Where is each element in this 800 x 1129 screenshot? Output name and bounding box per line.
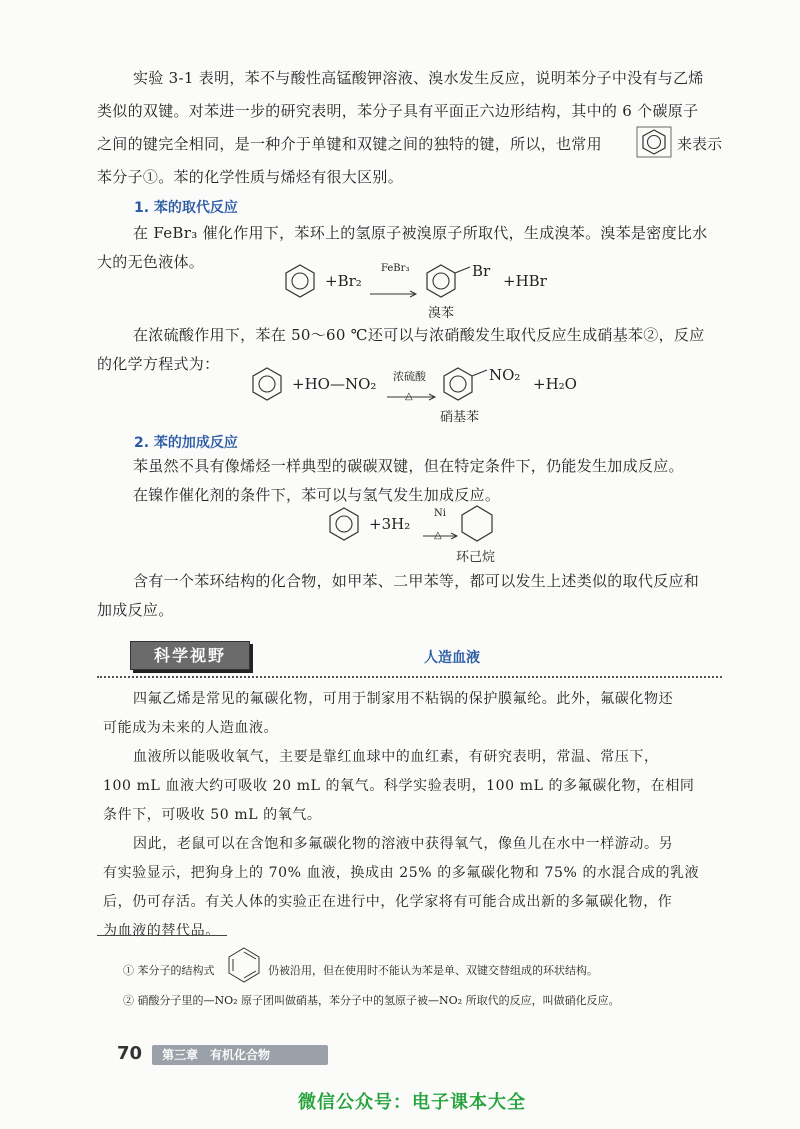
section2-line4: 加成反应。 [97,601,174,619]
science-para3-line4: 为血液的替代品。 [103,923,220,939]
section1-p1-line2: 大的无色液体。 [97,253,205,271]
science-para1-line2: 可能成为未来的人造血液。 [103,720,279,736]
chapter-label: 第三章 有机化合物 [152,1045,328,1065]
eq2-condition: △ [405,391,413,402]
wechat-watermark: 微信公众号：电子课本大全 [298,1092,526,1113]
section2-line1: 苯虽然不具有像烯烃一样典型的碳碳双键，但在特定条件下，仍能发生加成反应。 [133,457,684,475]
eq3-catalyst: Ni [434,508,446,519]
eq2-plus-hono2: +HO—NO₂ [292,375,377,393]
section2-line2: 在镍作催化剂的条件下，苯可以与氢气发生加成反应。 [133,486,501,504]
eq3-condition: △ [434,530,442,541]
section2-heading: 2. 苯的加成反应 [134,435,238,451]
science-para3-line1: 因此，老鼠可以在含饱和多氟碳化物的溶液中获得氧气，像鱼儿在水中一样游动。另 [133,836,674,852]
science-para3-line3: 后，仍可存活。有关人体的实验正在进行中，化学家将有可能合成出新的多氟碳化物，作 [103,894,673,910]
footnote-divider [97,935,227,936]
cyclohexane-icon [460,504,494,546]
eq2-no2: NO₂ [489,366,521,384]
science-para2-line2: 100 mL 血液大约可吸收 20 mL 的氧气。科学实验表明，100 mL 的多氟碳化物，在相同 [103,778,695,794]
benzene-reactant-icon [283,263,317,303]
kekule-benzene-icon [226,946,262,988]
page-number: 70 [117,1043,143,1064]
benzene-reactant-icon [327,506,361,546]
science-para2-line3: 条件下，可吸收 50 mL 的氧气。 [103,807,322,823]
science-para1-line1: 四氟乙烯是常见的氟碳化物，可用于制家用不粘锅的保护膜氟纶。此外，氟碳化物还 [133,691,674,707]
eq3-plus-3h2: +3H₂ [369,515,411,533]
eq2-plus-h2o: +H₂O [533,375,577,393]
section1-p2-line2: 的化学方程式为： [97,355,220,373]
intro-line-1: 实验 3-1 表明，苯不与酸性高锰酸钾溶液、溴水发生反应，说明苯分子中没有与乙烯 [133,69,704,87]
science-para2-line1: 血液所以能吸收氧气，主要是靠红血球中的血红素，有研究表明，常温、常压下， [133,749,659,765]
intro-line-4: 苯分子①。苯的化学性质与烯烃有很大区别。 [97,168,404,186]
eq1-product-name: 溴苯 [428,306,455,321]
science-para3-line2: 有实验显示，把狗身上的 70% 血液，换成由 25% 的多氟碳化物和 75% 的水混合成的乳液 [103,865,700,881]
intro-line-3: 之间的键完全相同，是一种介于单键和双键之间的独特的键，所以，也常用 [97,135,602,153]
benzene-reactant-icon [250,366,284,406]
footnote-1-start: ① 苯分子的结构式 [123,964,215,977]
section1-p2-line1: 在浓硫酸作用下，苯在 50～60 ℃还可以与浓硝酸发生取代反应生成硝基苯②，反应 [133,326,705,344]
intro-line-3-end: 来表示 [677,135,723,153]
science-box-tag: 科学视野 [130,641,250,670]
section1-p1-line1: 在 FeBr₃ 催化作用下，苯环上的氢原子被溴原子所取代，生成溴苯。溴苯是密度比水 [133,224,708,242]
footnote-1-end: 仍被沿用，但在使用时不能认为苯是单、双键交替组成的环状结构。 [268,964,598,977]
section1-heading: 1. 苯的取代反应 [134,200,238,216]
science-box-title: 人造血液 [424,650,480,666]
footnote-2: ② 硝酸分子里的—NO₂ 原子团叫做硝基，苯分子中的氢原子被—NO₂ 所取代的反应，叫做硝化反应。 [123,994,620,1007]
eq3-product-name: 环己烷 [456,550,496,565]
section2-line3: 含有一个苯环结构的化合物，如甲苯、二甲苯等，都可以发生上述类似的取代反应和 [133,572,700,590]
eq1-catalyst: FeBr₃ [381,263,410,274]
benzene-circle-icon [636,126,672,162]
eq1-plus-br2: +Br₂ [325,272,362,290]
eq1-br: Br [472,262,491,280]
science-box-top-divider [97,676,722,678]
eq1-plus-hbr: +HBr [503,272,547,290]
eq2-product-name: 硝基苯 [440,410,480,425]
intro-line-2: 类似的双键。对苯进一步的研究表明，苯分子具有平面正六边形结构，其中的 6 个碳原子 [97,102,699,120]
eq1-arrow-icon [370,282,418,301]
eq2-catalyst: 浓硫酸 [393,370,426,383]
